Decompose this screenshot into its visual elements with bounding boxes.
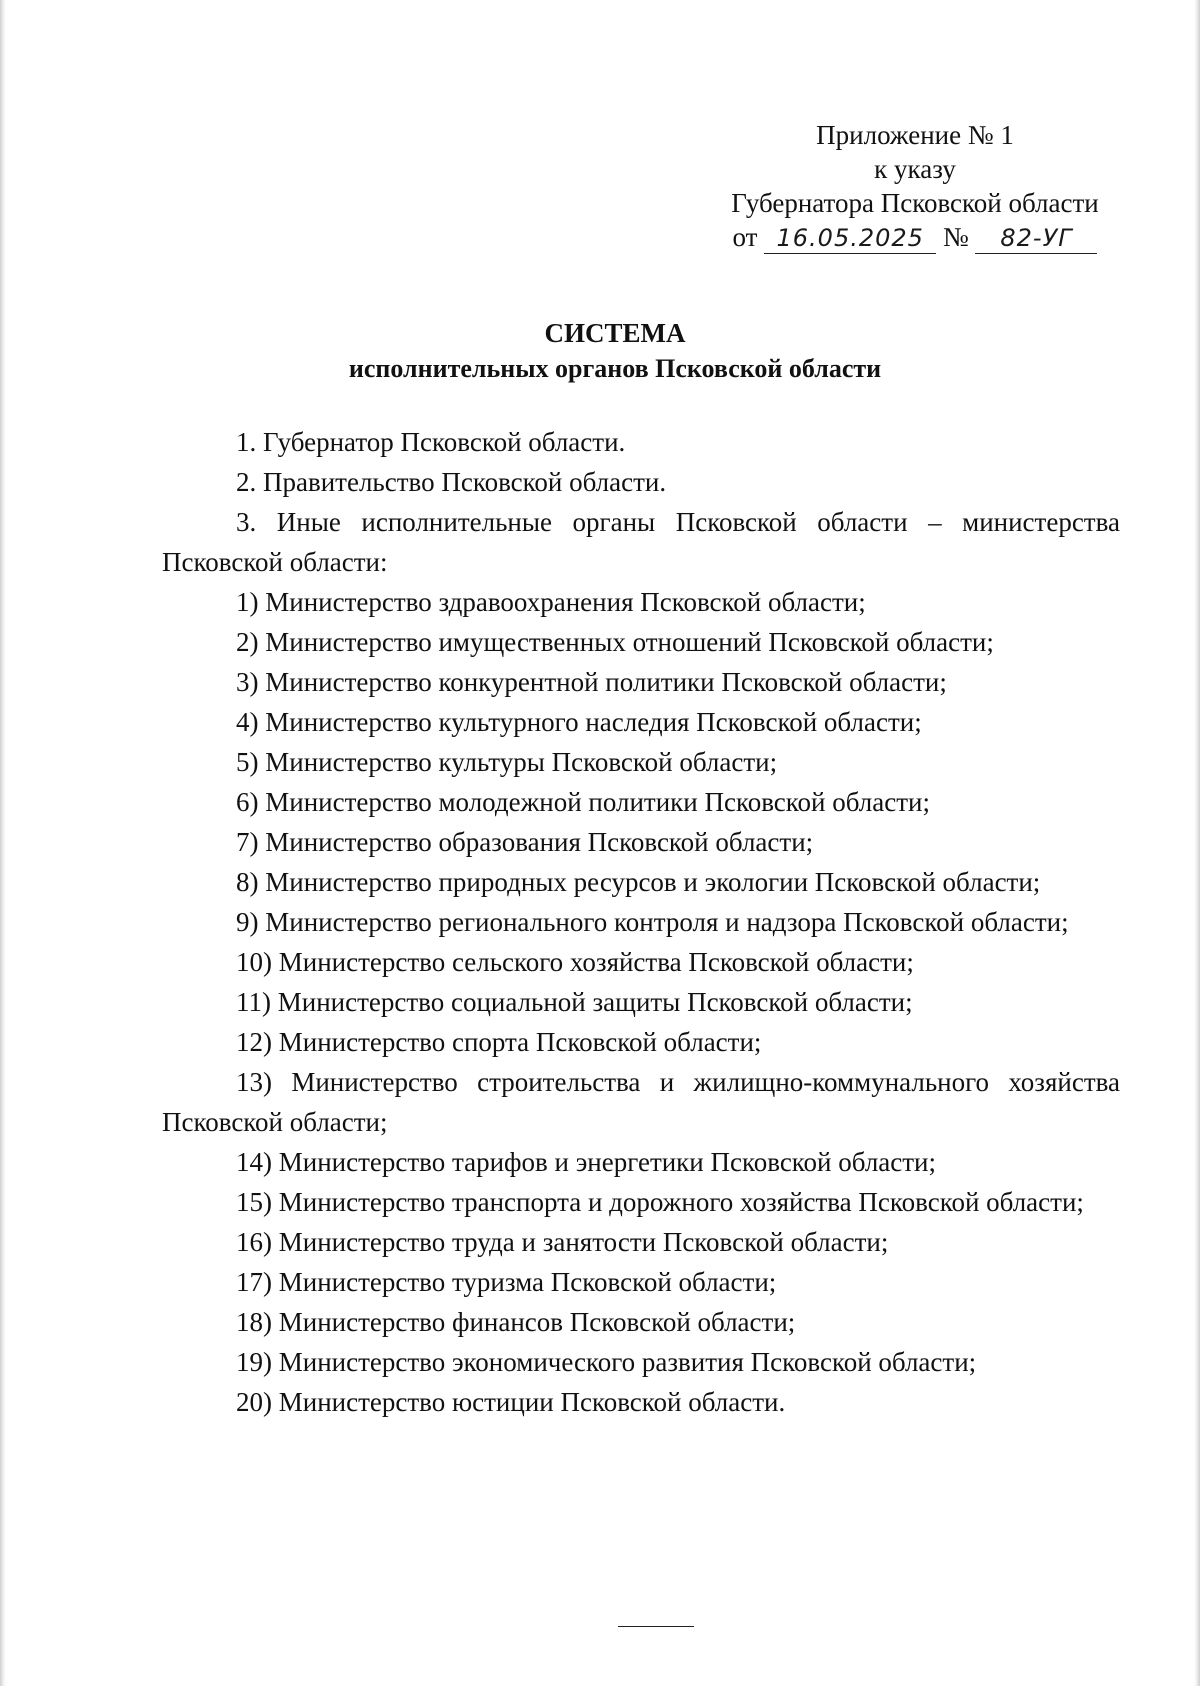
list-item-2: 2) Министерство имущественных отношений Псковской области; (236, 627, 994, 657)
list-item-19: 19) Министерство экономического развития Псковской области; (236, 1347, 977, 1377)
scan-edge-left (0, 0, 6, 1686)
appendix-line-2: к указу (874, 154, 956, 184)
list-item-1: 1) Министерство здравоохранения Псковской области; (236, 587, 866, 617)
appendix-line-3: Губернатора Псковской области (731, 188, 1099, 218)
list-item-13: 13) Министерство строительства и жилищно-коммунального хозяйства Псковской области; (162, 1067, 1120, 1137)
scan-edge-right (1194, 0, 1200, 1686)
list-item-6: 6) Министерство молодежной политики Псковской области; (236, 787, 930, 817)
list-item-5: 5) Министерство культуры Псковской области; (236, 747, 778, 777)
appendix-block (700, 118, 1130, 254)
handwritten-number: 82-УГ (975, 223, 1097, 254)
list-item-16: 16) Министерство труда и занятости Псковской области; (236, 1227, 889, 1257)
list-item-11: 11) Министерство социальной защиты Псковской области; (236, 987, 913, 1017)
list-item-9: 9) Министерство регионального контроля и надзора Псковской области; (236, 907, 1069, 937)
paragraph-1: 1. Губернатор Псковской области. (236, 427, 626, 457)
list-item-18: 18) Министерство финансов Псковской области; (236, 1307, 796, 1337)
list-item-20: 20) Министерство юстиции Псковской области. (236, 1387, 786, 1417)
paragraph-2: 2. Правительство Псковской области. (236, 467, 667, 497)
list-item-12: 12) Министерство спорта Псковской области; (236, 1027, 762, 1057)
document-subtitle: исполнительных органов Псковской области (348, 354, 882, 383)
date-prefix: от (732, 222, 758, 252)
document-title: СИСТЕМА (544, 318, 686, 348)
list-item-3: 3) Министерство конкурентной политики Псковской области; (236, 667, 947, 697)
end-divider (618, 1626, 694, 1627)
list-item-15: 15) Министерство транспорта и дорожного хозяйства Псковской области; (236, 1187, 1084, 1217)
appendix-date-line (700, 220, 1130, 254)
list-item-8: 8) Министерство природных ресурсов и экологии Псковской области; (236, 867, 1041, 897)
document-body (162, 422, 1120, 1422)
list-item-4: 4) Министерство культурного наследия Псковской области; (236, 707, 922, 737)
list-item-10: 10) Министерство сельского хозяйства Псковской области; (236, 947, 914, 977)
list-item-17: 17) Министерство туризма Псковской области; (236, 1267, 777, 1297)
appendix-line-1: Приложение № 1 (816, 120, 1014, 150)
handwritten-date: 16.05.2025 (764, 223, 936, 254)
list-item-7: 7) Министерство образования Псковской области; (236, 827, 814, 857)
paragraph-3: 3. Иные исполнительные органы Псковской области – министерства Псковской области: (162, 507, 1120, 577)
number-sign: № (942, 222, 969, 252)
list-item-14: 14) Министерство тарифов и энергетики Псковской области; (236, 1147, 937, 1177)
